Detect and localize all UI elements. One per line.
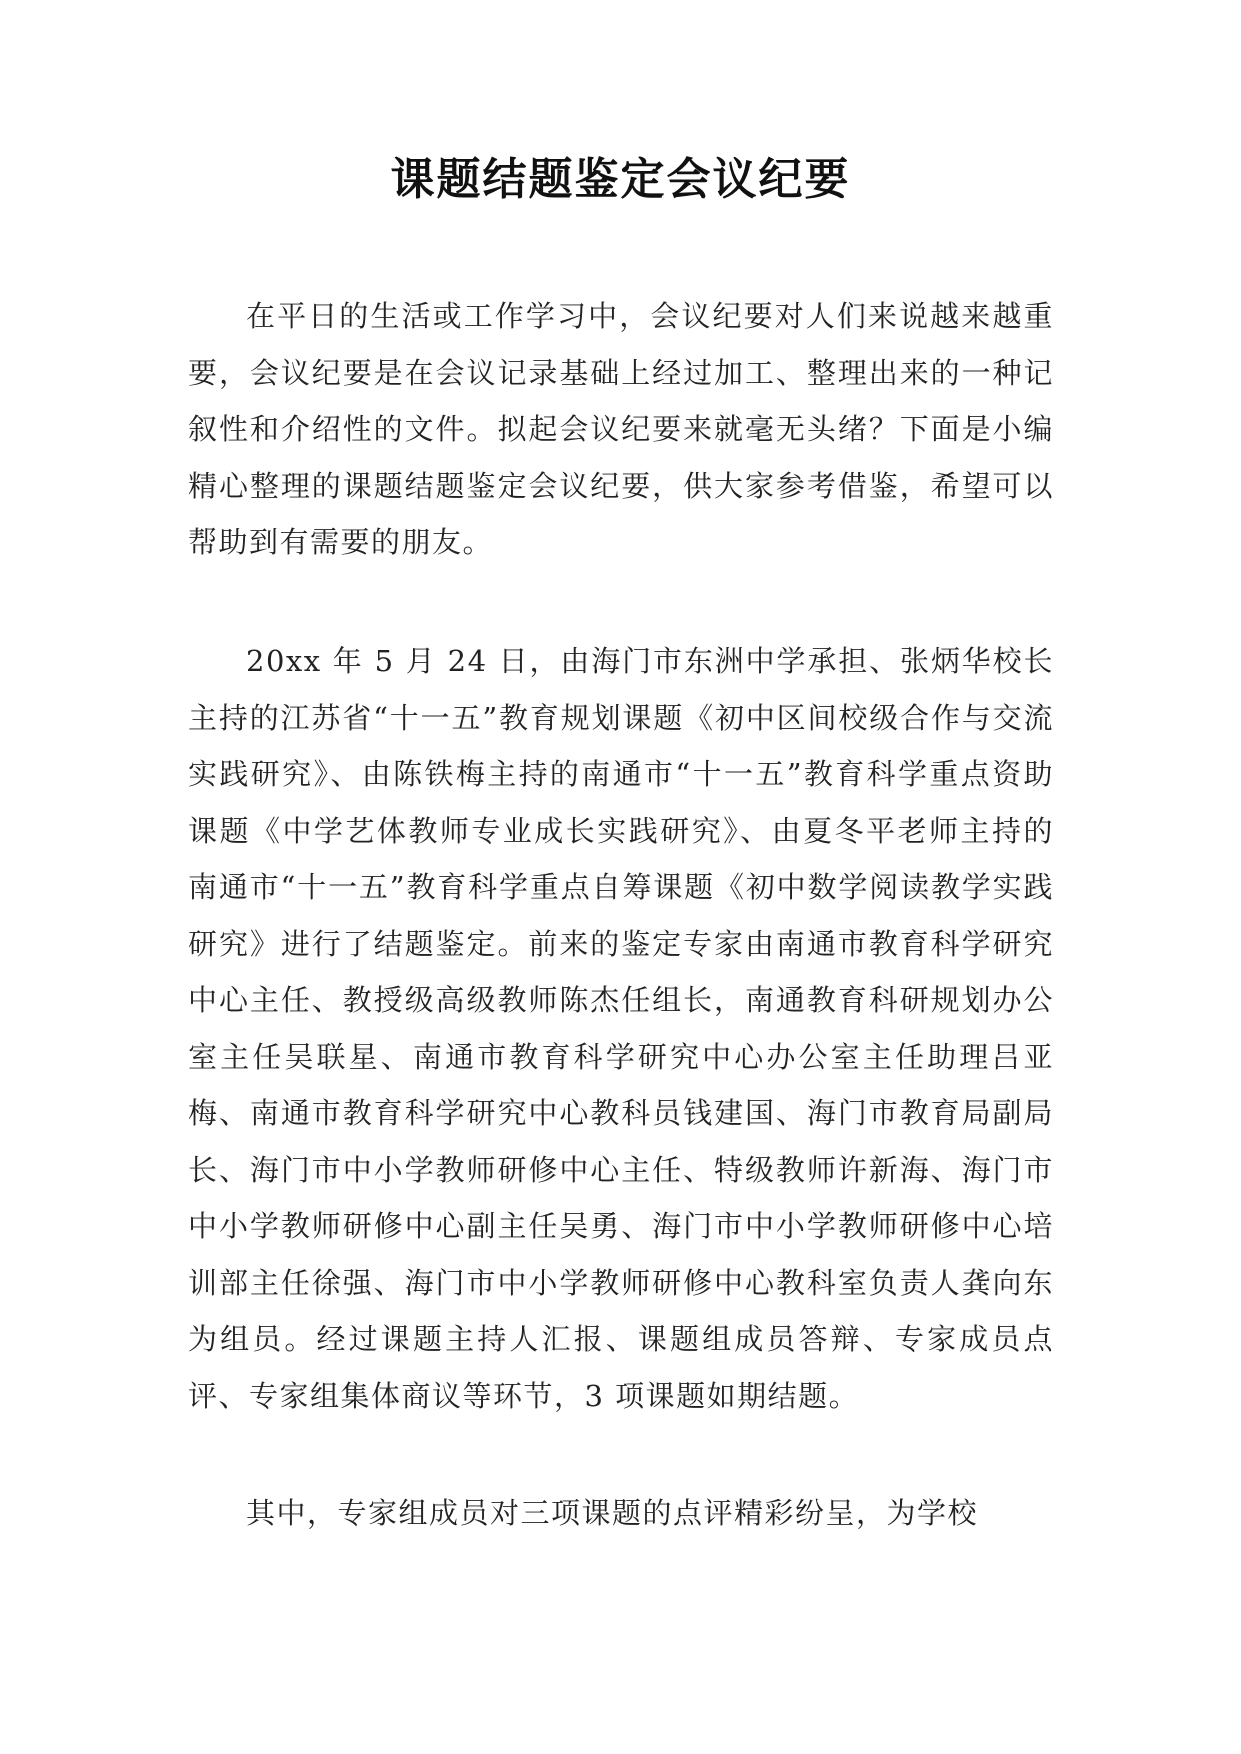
intro-paragraph: 在平日的生活或工作学习中，会议纪要对人们来说越来越重要，会议纪要是在会议记录基础上经过加工、整理出来的一种记叙性和介绍性的文件。拟起会议纪要来就毫无头绪？下面是小编精心整理的课题结题鉴定会议纪要，供大家参考借鉴，希望可以帮助到有需要的朋友。 [188, 299, 1054, 559]
meeting-paragraph: 20xx 年 5 月 24 日，由海门市东洲中学承担、张炳华校长主持的江苏省“十一五”教育规划课题《初中区间校级合作与交流实践研究》、由陈铁梅主持的南通市“十一五”教育科学重点资助课题《中学艺体教师专业成长实践研究》、由夏冬平老师主持的南通市“十一五”教育科学重点自筹课题《初中数学阅读教学实践研究》进行了结题鉴定。前来的鉴定专家由南通市教育科学研究中心主任、教授级高级教师陈杰任组长，南通教育科研规划办公室主任吴联星、南通市教育科学研究中心办公室主任助理吕亚梅、南通市教育科学研究中心教科员钱建国、海门市教育局副局长、海门市中小学教师研修中心主任、特级教师许新海、海门市中小学教师研修中心副主任吴勇、海门市中小学教师研修中心培训部主任徐强、海门市中小学教师研修中心教科室负责人龚向东为组员。经过课题主持人汇报、课题组成员答辩、专家成员点评、专家组集体商议等环节，3 项课题如期结题。 [188, 644, 1054, 1413]
comments-paragraph: 其中，专家组成员对三项课题的点评精彩纷呈，为学校 [246, 1496, 979, 1530]
document-title: 课题结题鉴定会议纪要 [390, 154, 851, 205]
